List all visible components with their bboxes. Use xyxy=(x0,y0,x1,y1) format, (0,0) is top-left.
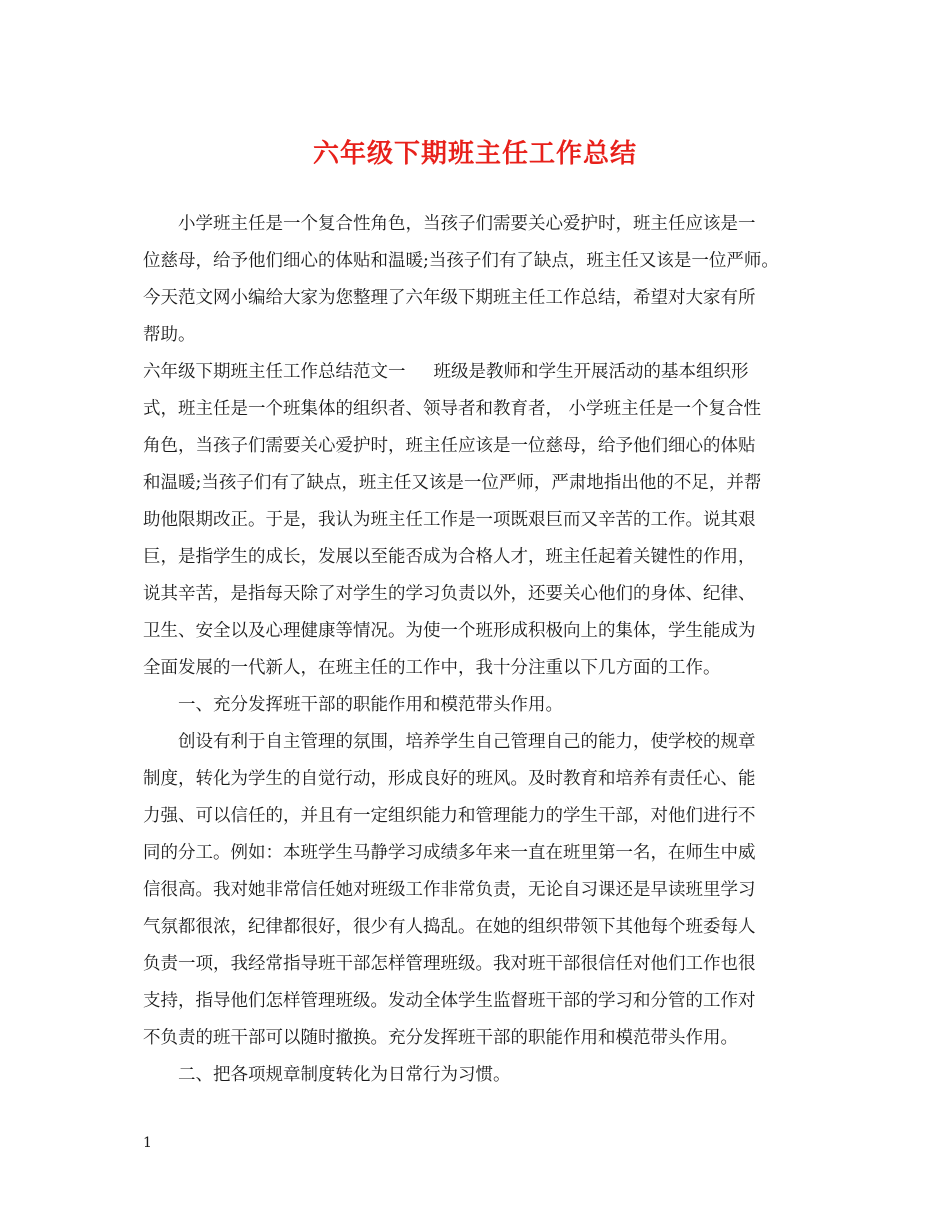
page-number: 1 xyxy=(143,1135,152,1151)
text-line: 制度，转化为学生的自觉行动，形成良好的班风。及时教育和培养有责任心、能 xyxy=(143,769,756,789)
text-line: 和温暖;当孩子们有了缺点，班主任又该是一位严师，严肃地指出他的不足，并帮 xyxy=(143,473,762,493)
text-line: 不负责的班干部可以随时撤换。充分发挥班干部的职能作用和模范带头作用。 xyxy=(143,1028,738,1048)
text-line: 角色，当孩子们需要关心爱护时，班主任应该是一位慈母，给予他们细心的体贴 xyxy=(143,436,756,456)
document-title: 六年级下期班主任工作总结 xyxy=(312,139,637,169)
text-line: 全面发展的一代新人，在班主任的工作中，我十分注重以下几方面的工作。 xyxy=(143,658,721,678)
text-line: 创设有利于自主管理的氛围，培养学生自己管理自己的能力，使学校的规章 xyxy=(178,732,756,752)
text-line: 六年级下期班主任工作总结范文一 班级是教师和学生开展活动的基本组织形 xyxy=(143,362,749,382)
text-line: 卫生、安全以及心理健康等情况。为使一个班形成积极向上的集体，学生能成为 xyxy=(143,621,756,641)
text-line: 气氛都很浓，纪律都很好，很少有人捣乱。在她的组织带领下其他每个班委每人 xyxy=(143,917,756,937)
text-line: 位慈母，给予他们细心的体贴和温暖;当孩子们有了缺点，班主任又该是一位严师。 xyxy=(143,251,779,271)
text-line: 同的分工。例如：本班学生马静学习成绩多年来一直在班里第一名，在师生中威 xyxy=(143,843,756,863)
text-line: 负责一项，我经常指导班干部怎样管理班级。我对班干部很信任对他们工作也很 xyxy=(143,954,756,974)
text-line: 巨，是指学生的成长，发展以至能否成为合格人才，班主任起着关键性的作用， xyxy=(143,547,756,567)
text-line: 助他限期改正。于是，我认为班主任工作是一项既艰巨而又辛苦的工作。说其艰 xyxy=(143,510,756,530)
text-line: 二、把各项规章制度转化为日常行为习惯。 xyxy=(178,1065,511,1085)
text-line: 力强、可以信任的，并且有一定组织能力和管理能力的学生干部，对他们进行不 xyxy=(143,806,756,826)
text-line: 帮助。 xyxy=(143,325,196,345)
text-line: 支持，指导他们怎样管理班级。发动全体学生监督班干部的学习和分管的工作对 xyxy=(143,991,756,1011)
text-line: 今天范文网小编给大家为您整理了六年级下期班主任工作总结，希望对大家有所 xyxy=(143,288,756,308)
text-line: 信很高。我对她非常信任她对班级工作非常负责，无论自习课还是早读班里学习 xyxy=(143,880,756,900)
text-line: 小学班主任是一个复合性角色，当孩子们需要关心爱护时，班主任应该是一 xyxy=(178,214,756,234)
document-body xyxy=(143,206,823,1094)
section-heading: 六年级下期班主任工作总结范文一 xyxy=(143,362,406,382)
text-line: 一、充分发挥班干部的职能作用和模范带头作用。 xyxy=(178,695,563,715)
text-line: 说其辛苦，是指每天除了对学生的学习负责以外，还要关心他们的身体、纪律、 xyxy=(143,584,756,604)
text-line: 式，班主任是一个班集体的组织者、领导者和教育者， 小学班主任是一个复合性 xyxy=(143,399,762,419)
